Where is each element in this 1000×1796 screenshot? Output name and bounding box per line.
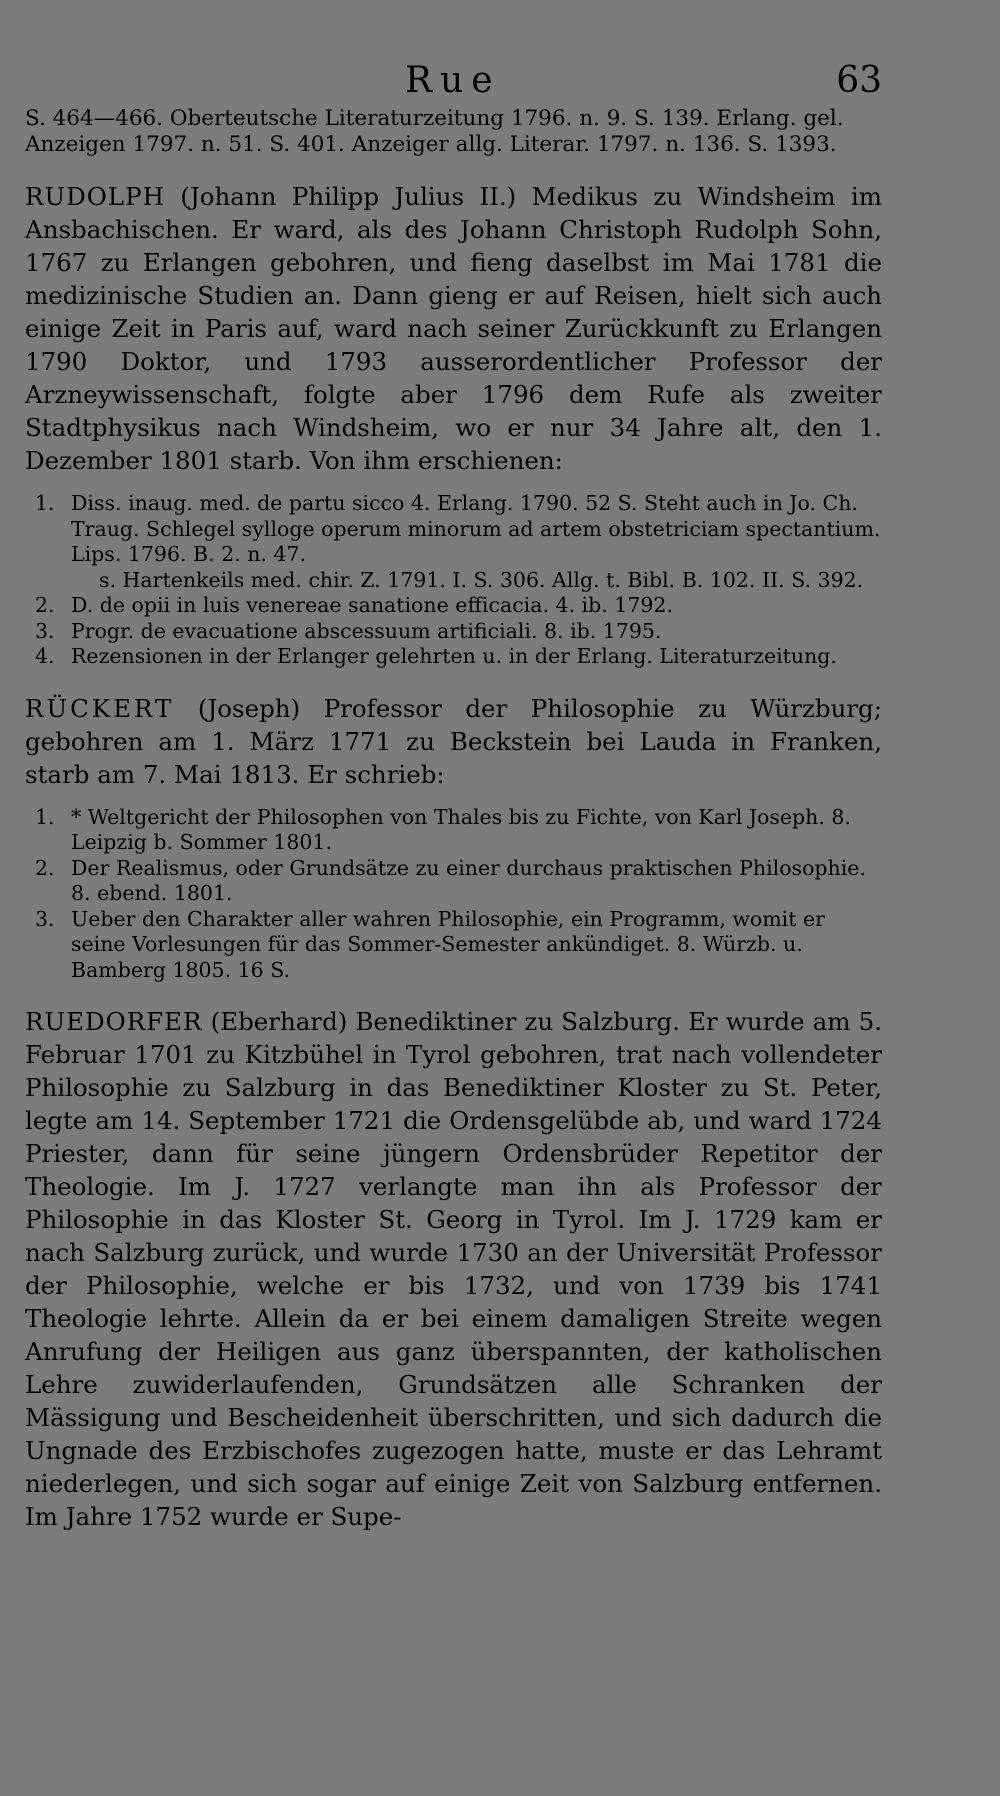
entry-text bbox=[25, 692, 882, 791]
entry-text bbox=[25, 1005, 882, 1533]
list-item bbox=[25, 619, 882, 645]
list-item bbox=[25, 593, 882, 619]
entry-body: Medikus zu Windsheim im Ansbachischen. Er ward, als des Johann Christoph Rudolph Sohn, 1767 zu Erlangen gebohren, und fieng daselbst im Mai 1781 die medizinische Studien an. Dann gieng er auf Reisen, hielt sich auch einige Zeit in Paris auf, ward nach seiner Zurückkunft zu Erlangen 1790 Doktor, und 1793 ausserordentlicher Professor der Arzneywissenschaft, folgte aber 1796 dem Rufe als zweiter Stadtphysikus nach Windsheim, wo er nur 34 Jahre alt, den 1. Dezember 1801 starb. Von ihm erschienen: bbox=[25, 182, 882, 475]
item-text: Der Realismus, oder Grundsätze zu einer durchaus praktischen Philosophie. 8. ebend. 1801. bbox=[71, 855, 866, 905]
entry-given-names: (Joseph) bbox=[197, 693, 301, 723]
item-number: 1. bbox=[35, 491, 55, 515]
item-number: 2. bbox=[35, 593, 55, 617]
works-list bbox=[25, 491, 882, 670]
item-text: Progr. de evacuatione abscessuum artificiali. 8. ib. 1795. bbox=[71, 618, 662, 643]
item-number: 2. bbox=[35, 855, 55, 880]
item-number: 4. bbox=[35, 644, 55, 668]
works-list bbox=[25, 805, 882, 984]
list-item bbox=[25, 856, 882, 907]
entry-name: RUDOLPH bbox=[25, 182, 165, 211]
item-text: Diss. inaug. med. de partu sicco 4. Erlang. 1790. 52 S. Steht auch in Jo. Ch. Traug. Schlegel sylloge operum minorum ad artem obstetriciam spectantium. Lips. 1796. B. 2. n. 47. bbox=[71, 491, 881, 566]
running-head bbox=[25, 60, 882, 110]
list-item bbox=[25, 805, 882, 856]
entry-rudolph bbox=[25, 180, 882, 670]
entry-name: RÜCKERT bbox=[25, 693, 175, 723]
running-head-title: Rue bbox=[405, 60, 501, 101]
item-text: D. de opii in luis venereae sanatione efficacia. 4. ib. 1792. bbox=[71, 593, 673, 617]
item-number: 3. bbox=[35, 618, 55, 643]
item-text: * Weltgericht der Philosophen von Thales bis zu Fichte, von Karl Joseph. 8. Leipzig b. Sommer 1801. bbox=[71, 804, 851, 854]
item-subnote: s. Hartenkeils med. chir. Z. 1791. I. S. 306. Allg. t. Bibl. B. 102. II. S. 392. bbox=[99, 567, 864, 592]
entry-text bbox=[25, 180, 882, 477]
item-number: 1. bbox=[35, 804, 55, 829]
entry-body: Professor der Philosophie zu Würzburg; gebohren am 1. März 1771 zu Beckstein bei Lauda in Franken, starb am 7. Mai 1813. Er schrieb: bbox=[25, 693, 882, 789]
list-item bbox=[25, 907, 882, 984]
entry-name: RUEDORFER bbox=[25, 1007, 203, 1036]
continuation-text: S. 464—466. Oberteutsche Literaturzeitung 1796. n. 9. S. 139. Erlang. gel. Anzeigen 1797. n. 51. S. 401. Anzeiger allg. Literar. 1797. n. 136. S. 1393. bbox=[25, 106, 844, 157]
entry-body: Benediktiner zu Salzburg. Er wurde am 5. Februar 1701 zu Kitzbühel in Tyrol gebohren, trat nach vollendeter Philosophie zu Salzburg in das Benediktiner Kloster zu St. Peter, legte am 14. September 1721 die Ordensgelübde ab, und ward 1724 Priester, dann für seine jüngern Ordensbrüder Repetitor der Theologie. Im J. 1727 verlangte man ihn als Professor der Philosophie in das Kloster St. Georg in Tyrol. Im J. 1729 kam er nach Salzburg zurück, und wurde 1730 an der Universität Professor der Philosophie, welche er bis 1732, und von 1739 bis 1741 Theologie lehrte. Allein da er bei einem damaligen Streite wegen Anrufung der Heiligen aus ganz überspannten, der katholischen Lehre zuwiderlaufenden, Grundsätzen alle Schranken der Mässigung und Bescheidenheit überschritten, und sich dadurch die Ungnade des Erzbischofes zugezogen hatte, muste er das Lehramt niederlegen, und sich sogar auf einige Zeit von Salzburg entfernen. Im Jahre 1752 wurde er Supe- bbox=[25, 1007, 882, 1531]
page-number: 63 bbox=[836, 60, 882, 101]
entry-given-names: (Johann Philipp Julius II.) bbox=[180, 182, 517, 211]
list-item bbox=[25, 644, 882, 670]
item-text: Ueber den Charakter aller wahren Philosophie, ein Programm, womit er seine Vorlesungen für das Sommer-Semester ankündiget. 8. Würzb. u. Bamberg 1805. 16 S. bbox=[71, 906, 825, 982]
item-number: 3. bbox=[35, 906, 55, 931]
item-text: Rezensionen in der Erlanger gelehrten u. in der Erlang. Literaturzeitung. bbox=[71, 644, 837, 668]
entry-given-names: (Eberhard) bbox=[210, 1007, 348, 1036]
entry-ruedorfer bbox=[25, 1005, 882, 1533]
entry-rueckert bbox=[25, 692, 882, 984]
list-item bbox=[25, 491, 882, 593]
